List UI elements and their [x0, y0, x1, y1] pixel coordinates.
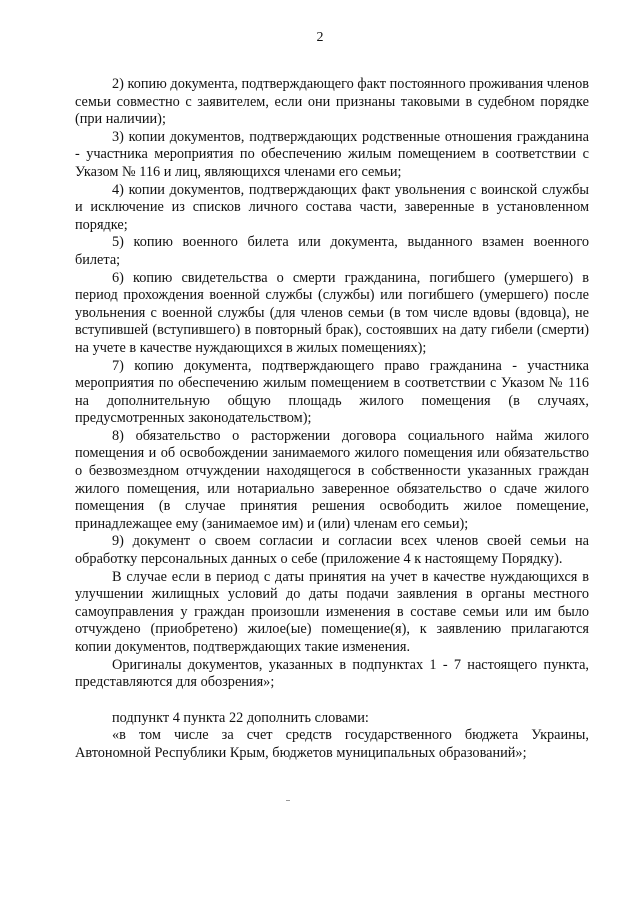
- paragraph-originals: Оригиналы документов, указанных в подпунктах 1 - 7 настоящего пункта, представляются для обозрения»;: [75, 656, 589, 691]
- paragraph-amendment-text: «в том числе за счет средств государственного бюджета Украины, Автономной Республики Крым, бюджетов муниципальных образований»;: [75, 727, 589, 761]
- paragraph-item-9: 9) документ о своем согласии и согласии всех членов своей семьи на обработку персональных данных о себе (приложение 4 к настоящему Порядку).: [75, 533, 589, 568]
- paragraph-item-2: 2) копию документа, подтверждающего факт постоянного проживания членов семьи совместно с заявителем, если они признаны таковыми в судебном порядке (при наличии);: [75, 76, 589, 128]
- document-body: [75, 76, 589, 763]
- paragraph-item-7: 7) копию документа, подтверждающего право гражданина - участника мероприятия по обеспечению жилым помещением в соответствии с Указом № 116 на дополнительную общую площадь жилого помещения (в случаях, предусмотренных законодательством);: [75, 357, 589, 427]
- paragraph-item-6: 6) копию свидетельства о смерти гражданина, погибшего (умершего) в период прохождения военной службы (службы) или погибшего (умершего) после увольнения с военной службы (для членов семьи (в том числе вдовы (вдовца), не вступившей (вступившего) в повторный брак), состоявших на дату гибели (смерти) на учете в качестве нуждающихся в жилых помещениях);: [75, 269, 589, 356]
- paragraph-changes: В случае если в период с даты принятия на учет в качестве нуждающихся в улучшении жилищных условий до даты подачи заявления в органы местного самоуправления у граждан произошли изменения в составе семьи или им было отчуждено (приобретено) жилое(ые) помещение(я), к заявлению прилагаются копии документов, подтверждающих такие изменения.: [75, 568, 589, 655]
- paragraph-item-5: 5) копию военного билета или документа, выданного взамен военного билета;: [75, 234, 589, 268]
- paragraph-item-8: 8) обязательство о расторжении договора социального найма жилого помещения и об освобождении занимаемого жилого помещения или обязательство о безвозмездном отчуждении находящегося в собственности указанных граждан жилого помещения, или нотариально заверенное обязательство о сдаче жилого помещения (в случае принятия решения освободить жилое помещение, принадлежащее ему (занимаемое им) и (или) членам его семьи);: [75, 427, 589, 532]
- scan-mark: [286, 800, 290, 801]
- paragraph-amendment-intro: подпункт 4 пункта 22 дополнить словами:: [112, 709, 369, 726]
- paragraph-item-3: 3) копии документов, подтверждающих родственные отношения гражданина - участника мероприятия по обеспечению жилым помещением в соответствии с Указом № 116 и лиц, являющихся членами его семьи;: [75, 128, 589, 180]
- page-number: 2: [316, 30, 324, 45]
- paragraph-item-4: 4) копии документов, подтверждающих факт увольнения с воинской службы и исключение из списков личного состава части, заверенные в установленном порядке;: [75, 181, 589, 233]
